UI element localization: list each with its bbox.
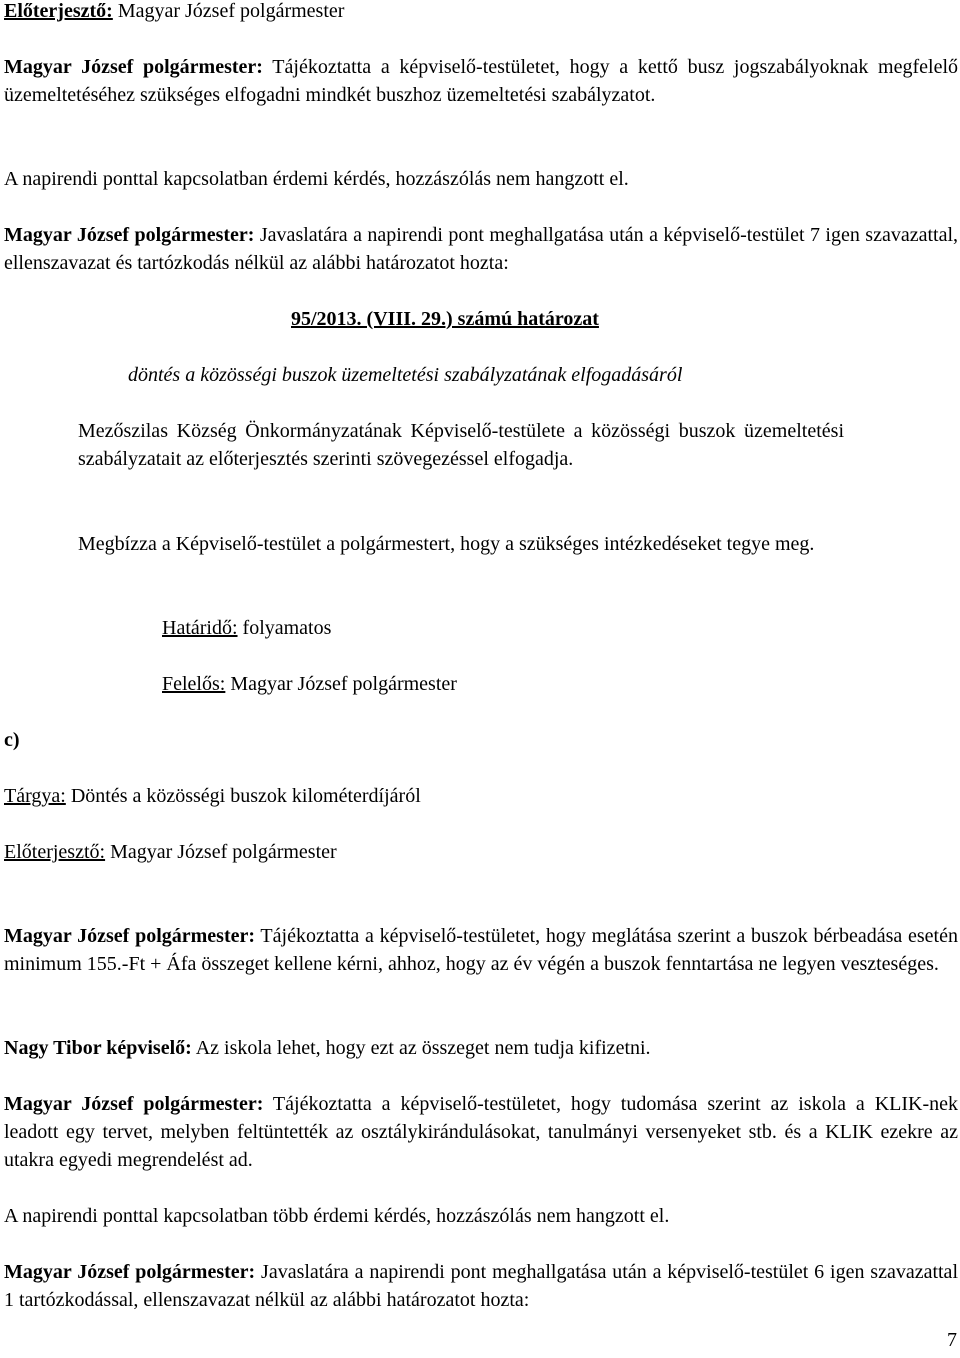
presenter-value: Magyar József polgármester: [112, 0, 345, 22]
responsible-label: Felelős:: [162, 673, 226, 695]
speaker: Magyar József polgármester:: [4, 224, 255, 246]
speech: Az iskola lehet, hogy ezt az összeget nem tudja kifizetni.: [191, 1037, 651, 1059]
resolution-subtitle: döntés a közösségi buszok üzemeltetési szabályzatának elfogadásáról: [128, 364, 683, 386]
speech: Javaslatára a napirendi pont meghallgatása után a képviselő-testület 7 igen szavazattal, ellenszavazat és tartózkodás nélkül az alábbi határozatot hozta:: [4, 224, 958, 274]
speech: Tájékoztatta a képviselő-testületet, hogy meglátása szerint a buszok bérbeadása esetén minimum 155.-Ft + Áfa összeget kellene kérni, ahhoz, hogy az év végén a buszok fenntartása ne legyen veszteséges.: [4, 925, 958, 975]
paragraph-mayor-info-2: [4, 922, 958, 978]
speech: Tájékoztatta a képviselő-testületet, hogy tudomása szerint az iskola a KLIK-nek leadott egy tervet, melyben feltüntették az osztálykirándulásokat, tanulmányi versenyeket stb. és a KLIK ezekre az utakra egyedi megrendelést ad.: [4, 1093, 958, 1171]
paragraph-mayor-info-1: [4, 53, 958, 109]
speaker: Nagy Tibor képviselő:: [4, 1037, 192, 1059]
presenter-line-2: [4, 838, 337, 866]
presenter-line: [4, 0, 344, 25]
presenter-label: Előterjesztő:: [4, 841, 106, 863]
presenter-value: Magyar József polgármester: [105, 841, 337, 863]
deadline-line: [162, 614, 331, 642]
subject-line: [4, 782, 421, 810]
speaker: Magyar József polgármester:: [4, 925, 256, 947]
speech: Javaslatára a napirendi pont meghallgatása után a képviselő-testület 6 igen szavazattal 1 tartózkodással, ellenszavazat nélkül az alábbi határozatot hozta:: [4, 1261, 958, 1311]
resolution-body-1: Mezőszilas Község Önkormányzatának Képviselő-testülete a közösségi buszok üzemeltetési szabályzatait az előterjesztés szerinti szövegezéssel elfogadja.: [78, 420, 844, 470]
deadline-label: Határidő:: [162, 617, 238, 639]
section-c-label: c): [4, 729, 20, 751]
responsible-line: [162, 670, 457, 698]
speech: Tájékoztatta a képviselő-testületet, hogy a kettő busz jogszabályoknak megfelelő üzemeltetéséhez szükséges elfogadni mindkét buszhoz üzemeltetési szabályzatot.: [4, 56, 958, 106]
presenter-label: Előterjesztő:: [4, 0, 113, 22]
resolution-title: 95/2013. (VIII. 29.) számú határozat: [291, 308, 599, 330]
paragraph-no-questions-1: A napirendi ponttal kapcsolatban érdemi kérdés, hozzászólás nem hangzott el.: [4, 168, 629, 190]
deadline-value: folyamatos: [237, 617, 332, 639]
page-number: 7: [947, 1329, 957, 1351]
paragraph-mayor-proposal-2: [4, 1258, 958, 1314]
subject-label: Tárgya:: [4, 785, 66, 807]
resolution-body-2: Megbízza a Képviselő-testület a polgármestert, hogy a szükséges intézkedéseket tegye meg.: [78, 533, 815, 555]
speaker: Magyar József polgármester:: [4, 1093, 264, 1115]
paragraph-representative: [4, 1034, 651, 1062]
speaker: Magyar József polgármester:: [4, 1261, 256, 1283]
paragraph-mayor-proposal-1: [4, 221, 958, 277]
paragraph-no-questions-2: A napirendi ponttal kapcsolatban több érdemi kérdés, hozzászólás nem hangzott el.: [4, 1205, 670, 1227]
speaker: Magyar József polgármester:: [4, 56, 263, 78]
subject-value: Döntés a közösségi buszok kilométerdíjáról: [65, 785, 421, 807]
responsible-value: Magyar József polgármester: [225, 673, 457, 695]
paragraph-mayor-info-3: [4, 1090, 958, 1174]
